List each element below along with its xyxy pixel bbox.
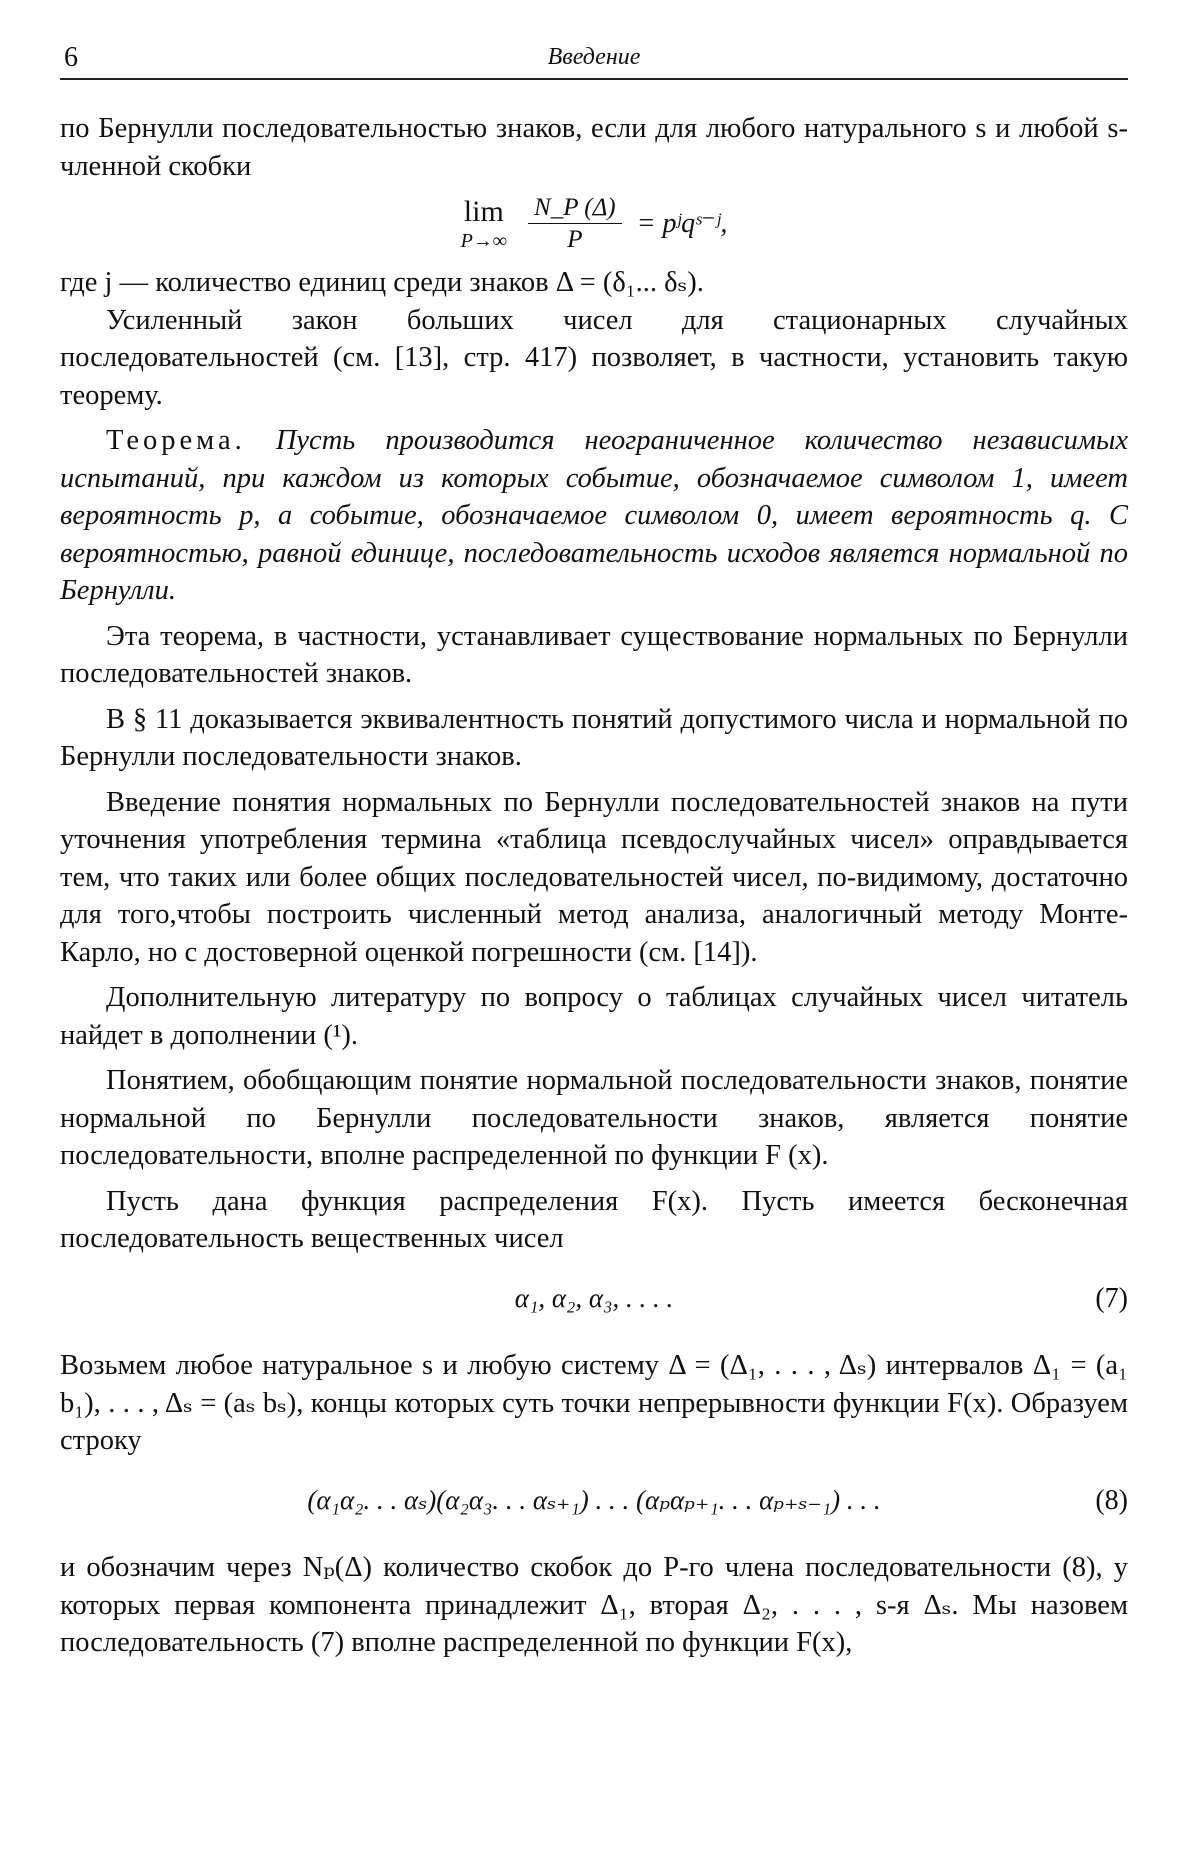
formula-8-expression: (α₁α₂. . . αₛ)(α₂α₃. . . αₛ₊₁) . . . (αₚαₚ₊₁. . . αₚ₊ₛ₋₁) . . . (307, 1484, 881, 1515)
paragraph: где j — количество единиц среди знаков Δ = (δ₁... δₛ). (60, 267, 704, 298)
paragraph: Дополнительную литературу по вопросу о таблицах случайных чисел читатель найдет в дополнении (¹). (60, 982, 1128, 1051)
limit-operator (460, 194, 508, 252)
paragraph: В § 11 доказывается эквивалентность понятий допустимого числа и нормальной по Бернулли последовательности знаков. (60, 703, 1128, 772)
formula-8 (60, 1482, 1128, 1520)
paragraph: по Бернулли последовательностью знаков, если для любого натурального s и любой s-членной скобки (60, 113, 1128, 182)
paragraph: Понятием, обобщающим понятие нормальной последовательности знаков, понятие нормальной по Бернулли последовательности знаков, является понятие последовательности, вполне распределенной по функции F (x). (60, 1065, 1128, 1171)
formula-7-expression: α₁, α₂, α₃, . . . . (514, 1282, 674, 1313)
limit-word: lim (463, 194, 504, 228)
theorem (60, 422, 1128, 610)
book-page (60, 38, 1128, 1662)
paragraph: Усиленный закон больших чисел для стационарных случайных последовательностей (см. [13], стр. 417) позволяет, в частности, установить такую теорему. (60, 304, 1128, 411)
paragraph: Пусть дана функция распределения F(x). Пусть имеется бесконечная последовательность вещественных чисел (60, 1185, 1128, 1254)
paragraph: Эта теорема, в частности, устанавливает существование нормальных по Бернулли последовательностей знаков. (60, 620, 1128, 689)
paragraph: Введение понятия нормальных по Бернулли последовательностей знаков на пути уточнения употребления термина «таблица псевдослучайных чисел» оправдывается тем, что таких или более общих последовательностей чисел, по-видимому, достаточно для того,чтобы построить численный метод анализа, аналогичный методу Монте-Карло, но с достоверной оценкой погрешности (см. [14]). (60, 786, 1128, 968)
theorem-label: Теорема. (106, 425, 246, 456)
limit-expression (461, 195, 728, 252)
fraction (528, 195, 622, 252)
paragraph: и обозначим через Nₚ(Δ) количество скобок до P-го члена последовательности (8), у которых первая компонента принадлежит Δ₁, вторая Δ₂, . . . , s-я Δₛ. Мы назовем последовательность (7) вполне распределенной по функции F(x), (60, 1552, 1128, 1658)
limit-right-side: = pʲqˢ⁻ʲ, (636, 207, 728, 239)
body-text (60, 110, 1128, 1662)
theorem-text: Пусть производится неограниченное количество независимых испытаний, при каждом из которых событие, обозначаемое символом 1, имеет вероятность p, а событие, обозначаемое символом 0, имеет вероятность q. С вероятностью, равной единице, последовательность исходов является нормальной по Бернулли. (60, 425, 1129, 606)
paragraph: Возьмем любое натуральное s и любую систему Δ = (Δ₁, . . . , Δₛ) интервалов Δ₁ = (a₁ b₁), . . . , Δₛ = (aₛ bₛ), концы которых суть точки непрерывности функции F(x). Образуем строку (60, 1350, 1128, 1456)
limit-subscript: P→∞ (460, 229, 508, 252)
equation-number-7: (7) (1095, 1282, 1128, 1314)
equation-number-8: (8) (1095, 1484, 1128, 1516)
section-title: Введение (547, 44, 641, 70)
running-head (60, 38, 1128, 80)
limit-formula (60, 195, 1128, 252)
formula-7 (60, 1280, 1128, 1318)
fraction-denominator: P (567, 226, 583, 253)
fraction-numerator: N_P (Δ) (528, 195, 622, 224)
page-number: 6 (64, 42, 78, 73)
